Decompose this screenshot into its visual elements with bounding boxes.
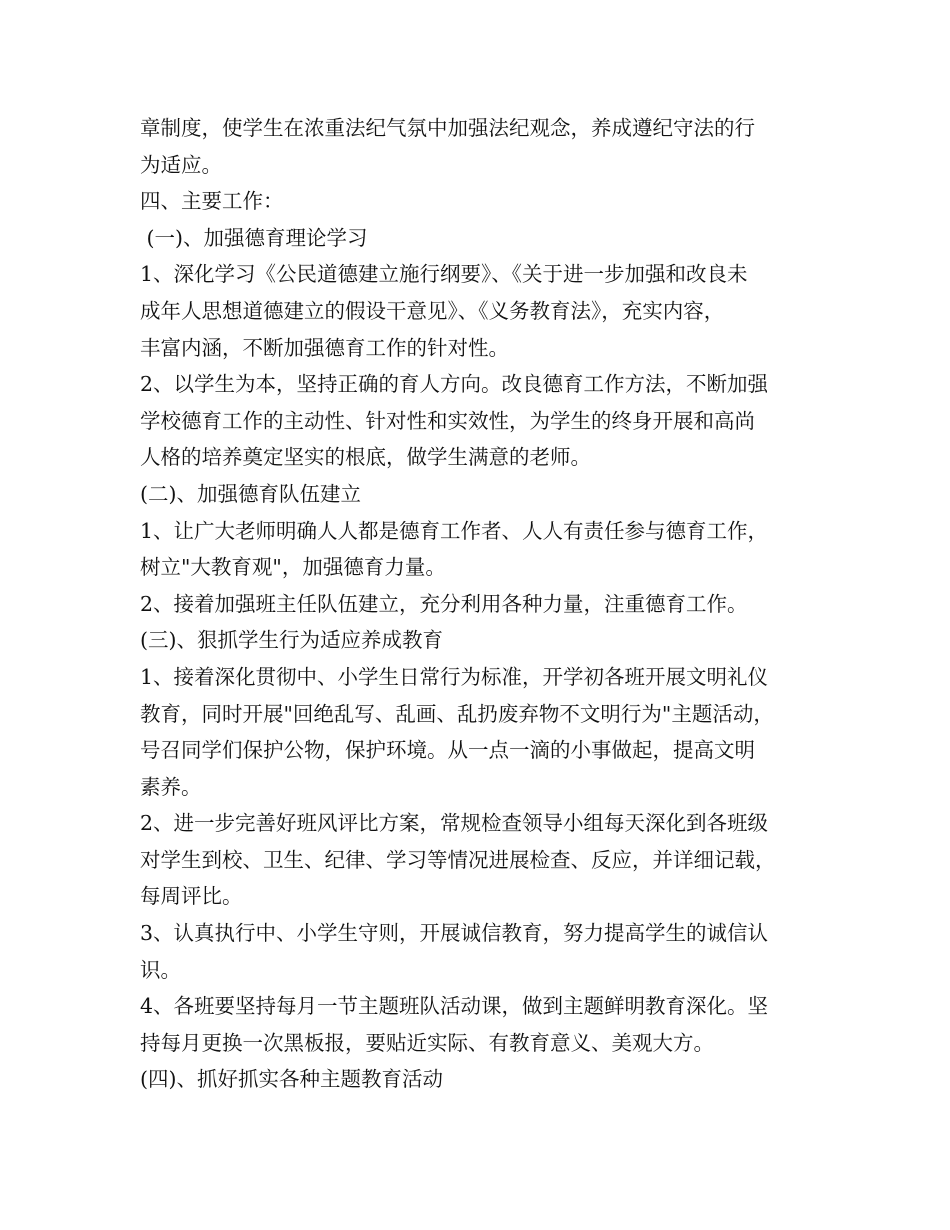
text-line: 对学生到校、卫生、纪律、学习等情况进展检查、反应，并详细记载， (140, 847, 776, 872)
text-line: 号召同学们保护公物，保护环境。从一点一滴的小事做起，提高文明 (140, 738, 755, 763)
text-line: 每周评比。 (140, 884, 243, 909)
text-line: 人格的培养奠定坚实的根底，做学生满意的老师。 (140, 445, 591, 470)
text-line: 2、接着加强班主任队伍建立，充分利用各种力量，注重德育工作。 (140, 591, 748, 616)
subsection-heading: (二)、加强德育队伍建立 (140, 481, 361, 506)
text-line: 1、让广大老师明确人人都是德育工作者、人人有责任参与德育工作， (140, 518, 769, 543)
text-line: 章制度，使学生在浓重法纪气氛中加强法纪观念，养成遵纪守法的行 (140, 116, 755, 140)
text-line: 3、认真执行中、小学生守则，开展诚信教育，努力提高学生的诚信认 (140, 921, 769, 946)
text-line: 素养。 (140, 774, 202, 799)
text-line: 树立"大教育观"，加强德育力量。 (140, 555, 446, 580)
text-line: 1、接着深化贯彻中、小学生日常行为标准，开学初各班开展文明礼仪 (140, 664, 769, 689)
subsection-heading: (四)、抓好抓实各种主题教育活动 (140, 1067, 443, 1092)
text-line: 丰富内涵，不断加强德育工作的针对性。 (140, 335, 509, 360)
subsection-heading: (三)、狠抓学生行为适应养成教育 (140, 628, 443, 653)
section-heading: 四、主要工作： (140, 189, 284, 214)
subsection-heading: (一)、加强德育理论学习 (140, 225, 368, 250)
text-line: 学校德育工作的主动性、针对性和实效性，为学生的终身开展和高尚 (140, 408, 755, 433)
text-line: 持每月更换一次黑板报，要贴近实际、有教育意义、美观大方。 (140, 1030, 714, 1055)
text-line: 1、深化学习《公民道德建立施行纲要》、《关于进一步加强和改良未 (140, 262, 748, 287)
text-line: 4、各班要坚持每月一节主题班队活动课，做到主题鲜明教育深化。坚 (140, 994, 769, 1019)
document-body (140, 110, 840, 1098)
text-line: 识。 (140, 957, 181, 982)
text-line: 成年人思想道德建立的假设干意见》、《义务教育法》，充实内容， (140, 298, 725, 323)
text-line: 教育，同时开展"回绝乱写、乱画、乱扔废弃物不文明行为"主题活动， (140, 701, 774, 726)
text-line: 为适应。 (140, 152, 222, 177)
text-line: 2、进一步完善好班风评比方案，常规检查领导小组每天深化到各班级 (140, 811, 769, 836)
text-line: 2、以学生为本，坚持正确的育人方向。改良德育工作方法，不断加强 (140, 372, 769, 397)
